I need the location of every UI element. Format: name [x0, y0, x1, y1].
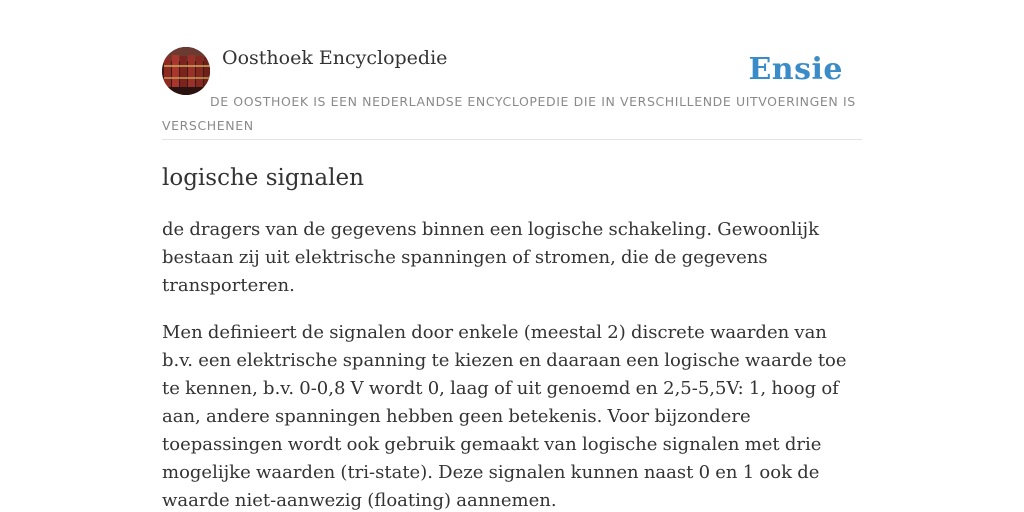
article-body [162, 216, 862, 512]
site-title[interactable]: Oosthoek Encyclopedie [222, 47, 448, 69]
header-divider [162, 139, 862, 140]
brand-logo[interactable]: Ensie [748, 52, 843, 87]
article-paragraph: de dragers van de gegevens binnen een logische schakeling. Gewoonlijk bestaan zij uit elektrische spanningen of stromen, die de gegevens transporteren. [162, 219, 820, 296]
encyclopedia-books-icon[interactable] [162, 47, 210, 95]
site-tagline: DE OOSTHOEK IS EEN NEDERLANDSE ENCYCLOPEDIE DIE IN VERSCHILLENDE UITVOERINGEN IS VERSCHENEN [162, 94, 856, 133]
article-paragraph: Men definieert de signalen door enkele (meestal 2) discrete waarden van b.v. een elektrische spanning te kiezen en daaraan een logische waarde toe te kennen, b.v. 0-0,8 V wordt 0, laag of uit genoemd en 2,5-5,5V: 1, hoog of aan, andere spanningen hebben geen betekenis. Voor bijzondere toepassingen wordt ook gebruik gemaakt van logische signalen met drie mogelijke waarden (tri-state). Deze signalen kunnen naast 0 en 1 ook de waarde niet-aanwezig (floating) aannemen. [162, 322, 847, 511]
article-headword: logische signalen [162, 165, 364, 191]
